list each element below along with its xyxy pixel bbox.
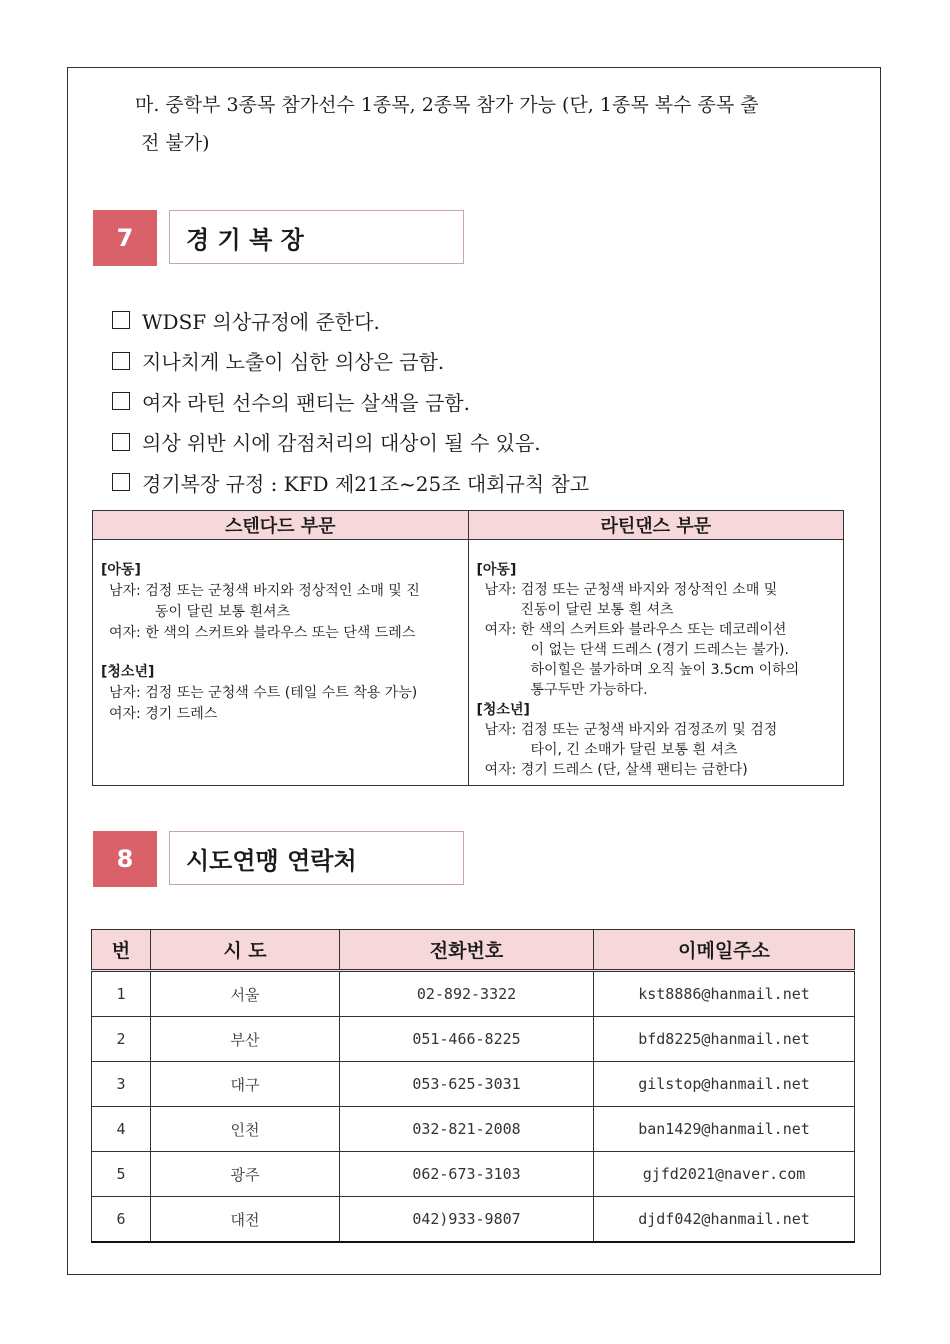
row-city: 인천 [151, 1107, 340, 1152]
standard-youth-male: 남자: 검정 또는 군청색 수트 (테일 수트 착용 가능) [109, 685, 418, 701]
latin-youth-male-cont: 타이, 긴 소매가 달린 보통 흰 셔츠 [530, 742, 738, 758]
check-item: WDSF 의상규정에 준한다. [112, 300, 872, 341]
intro-paragraph [135, 86, 865, 162]
check-item: 여자 라틴 선수의 팬티는 살색을 금함. [112, 381, 872, 422]
table-row [92, 1152, 855, 1197]
section-7-number: 7 [93, 210, 157, 266]
latin-header: 라틴댄스 부문 [468, 511, 844, 540]
table-row [92, 1017, 855, 1062]
col-header-city: 시 도 [151, 930, 340, 971]
row-phone: 042)933-9807 [340, 1197, 594, 1243]
checkbox-icon [112, 352, 130, 370]
row-phone: 032-821-2008 [340, 1107, 594, 1152]
row-phone: 051-466-8225 [340, 1017, 594, 1062]
intro-line-1: 마. 중학부 3종목 참가선수 1종목, 2종목 참가 가능 (단, 1종목 복수 종목 출 [135, 94, 759, 116]
intro-line-2: 전 불가) [141, 132, 210, 154]
check-item: 경기복장 규정 : KFD 제21조~25조 대회규칙 참고 [112, 462, 872, 503]
standard-youth-female: 여자: 경기 드레스 [109, 706, 218, 722]
checkbox-icon [112, 433, 130, 451]
row-email: gjfd2021@naver.com [594, 1152, 855, 1197]
checkbox-icon [112, 392, 130, 410]
standard-child-male-cont: 동이 달린 보통 흰셔츠 [155, 604, 291, 620]
section-8-title: 시도연맹 연락처 [169, 831, 464, 885]
row-no: 1 [92, 971, 151, 1017]
row-no: 2 [92, 1017, 151, 1062]
latin-child-female: 여자: 한 색의 스커트와 블라우스 또는 데코레이션 [484, 622, 787, 638]
row-phone: 062-673-3103 [340, 1152, 594, 1197]
row-phone: 02-892-3322 [340, 971, 594, 1017]
latin-child-male-cont: 진동이 달린 보통 흰 셔츠 [520, 602, 674, 618]
table-row [92, 971, 855, 1017]
checkbox-icon [112, 311, 130, 329]
row-no: 5 [92, 1152, 151, 1197]
latin-youth-female: 여자: 경기 드레스 (단, 살색 팬티는 금한다) [484, 762, 748, 778]
latin-cell [468, 540, 844, 786]
dress-rules-checklist [112, 300, 872, 503]
row-city: 서울 [151, 971, 340, 1017]
latin-child-label: [아동] [476, 562, 517, 578]
row-email: djdf042@hanmail.net [594, 1197, 855, 1243]
row-email: ban1429@hanmail.net [594, 1107, 855, 1152]
check-item: 의상 위반 시에 감점처리의 대상이 될 수 있음. [112, 422, 872, 463]
standard-youth-label: [청소년] [101, 664, 155, 680]
standard-child-label: [아동] [101, 562, 141, 578]
standard-header: 스텐다드 부문 [93, 511, 469, 540]
row-no: 6 [92, 1197, 151, 1243]
check-item: 지나치게 노출이 심한 의상은 금함. [112, 341, 872, 382]
latin-child-female-cont-1: 이 없는 단색 드레스 (경기 드레스는 불가). [530, 642, 789, 658]
row-email: kst8886@hanmail.net [594, 971, 855, 1017]
row-city: 대구 [151, 1062, 340, 1107]
latin-child-male: 남자: 검정 또는 군청색 바지와 정상적인 소매 및 [484, 582, 778, 598]
latin-child-female-cont-2: 하이힐은 불가하며 오직 높이 3.5cm 이하의 [530, 662, 800, 678]
col-header-no: 번 [92, 930, 151, 971]
row-email: bfd8225@hanmail.net [594, 1017, 855, 1062]
row-phone: 053-625-3031 [340, 1062, 594, 1107]
dress-code-table [92, 510, 844, 786]
col-header-phone: 전화번호 [340, 930, 594, 971]
section-8-number: 8 [93, 831, 157, 887]
row-city: 부산 [151, 1017, 340, 1062]
row-no: 4 [92, 1107, 151, 1152]
table-row [92, 1197, 855, 1243]
table-row [92, 1062, 855, 1107]
col-header-email: 이메일주소 [594, 930, 855, 971]
latin-child-female-cont-3: 통구두만 가능하다. [530, 682, 648, 698]
row-city: 광주 [151, 1152, 340, 1197]
contacts-table [91, 929, 855, 1243]
section-7-title: 경 기 복 장 [169, 210, 464, 264]
standard-cell [93, 540, 469, 786]
table-row [92, 1107, 855, 1152]
standard-child-female: 여자: 한 색의 스커트와 블라우스 또는 단색 드레스 [109, 625, 416, 641]
standard-child-male: 남자: 검정 또는 군청색 바지와 정상적인 소매 및 진 [109, 583, 420, 599]
latin-youth-male: 남자: 검정 또는 군청색 바지와 검정조끼 및 검정 [484, 722, 778, 738]
checkbox-icon [112, 473, 130, 491]
row-email: gilstop@hanmail.net [594, 1062, 855, 1107]
row-city: 대전 [151, 1197, 340, 1243]
latin-youth-label: [청소년] [476, 702, 530, 718]
row-no: 3 [92, 1062, 151, 1107]
